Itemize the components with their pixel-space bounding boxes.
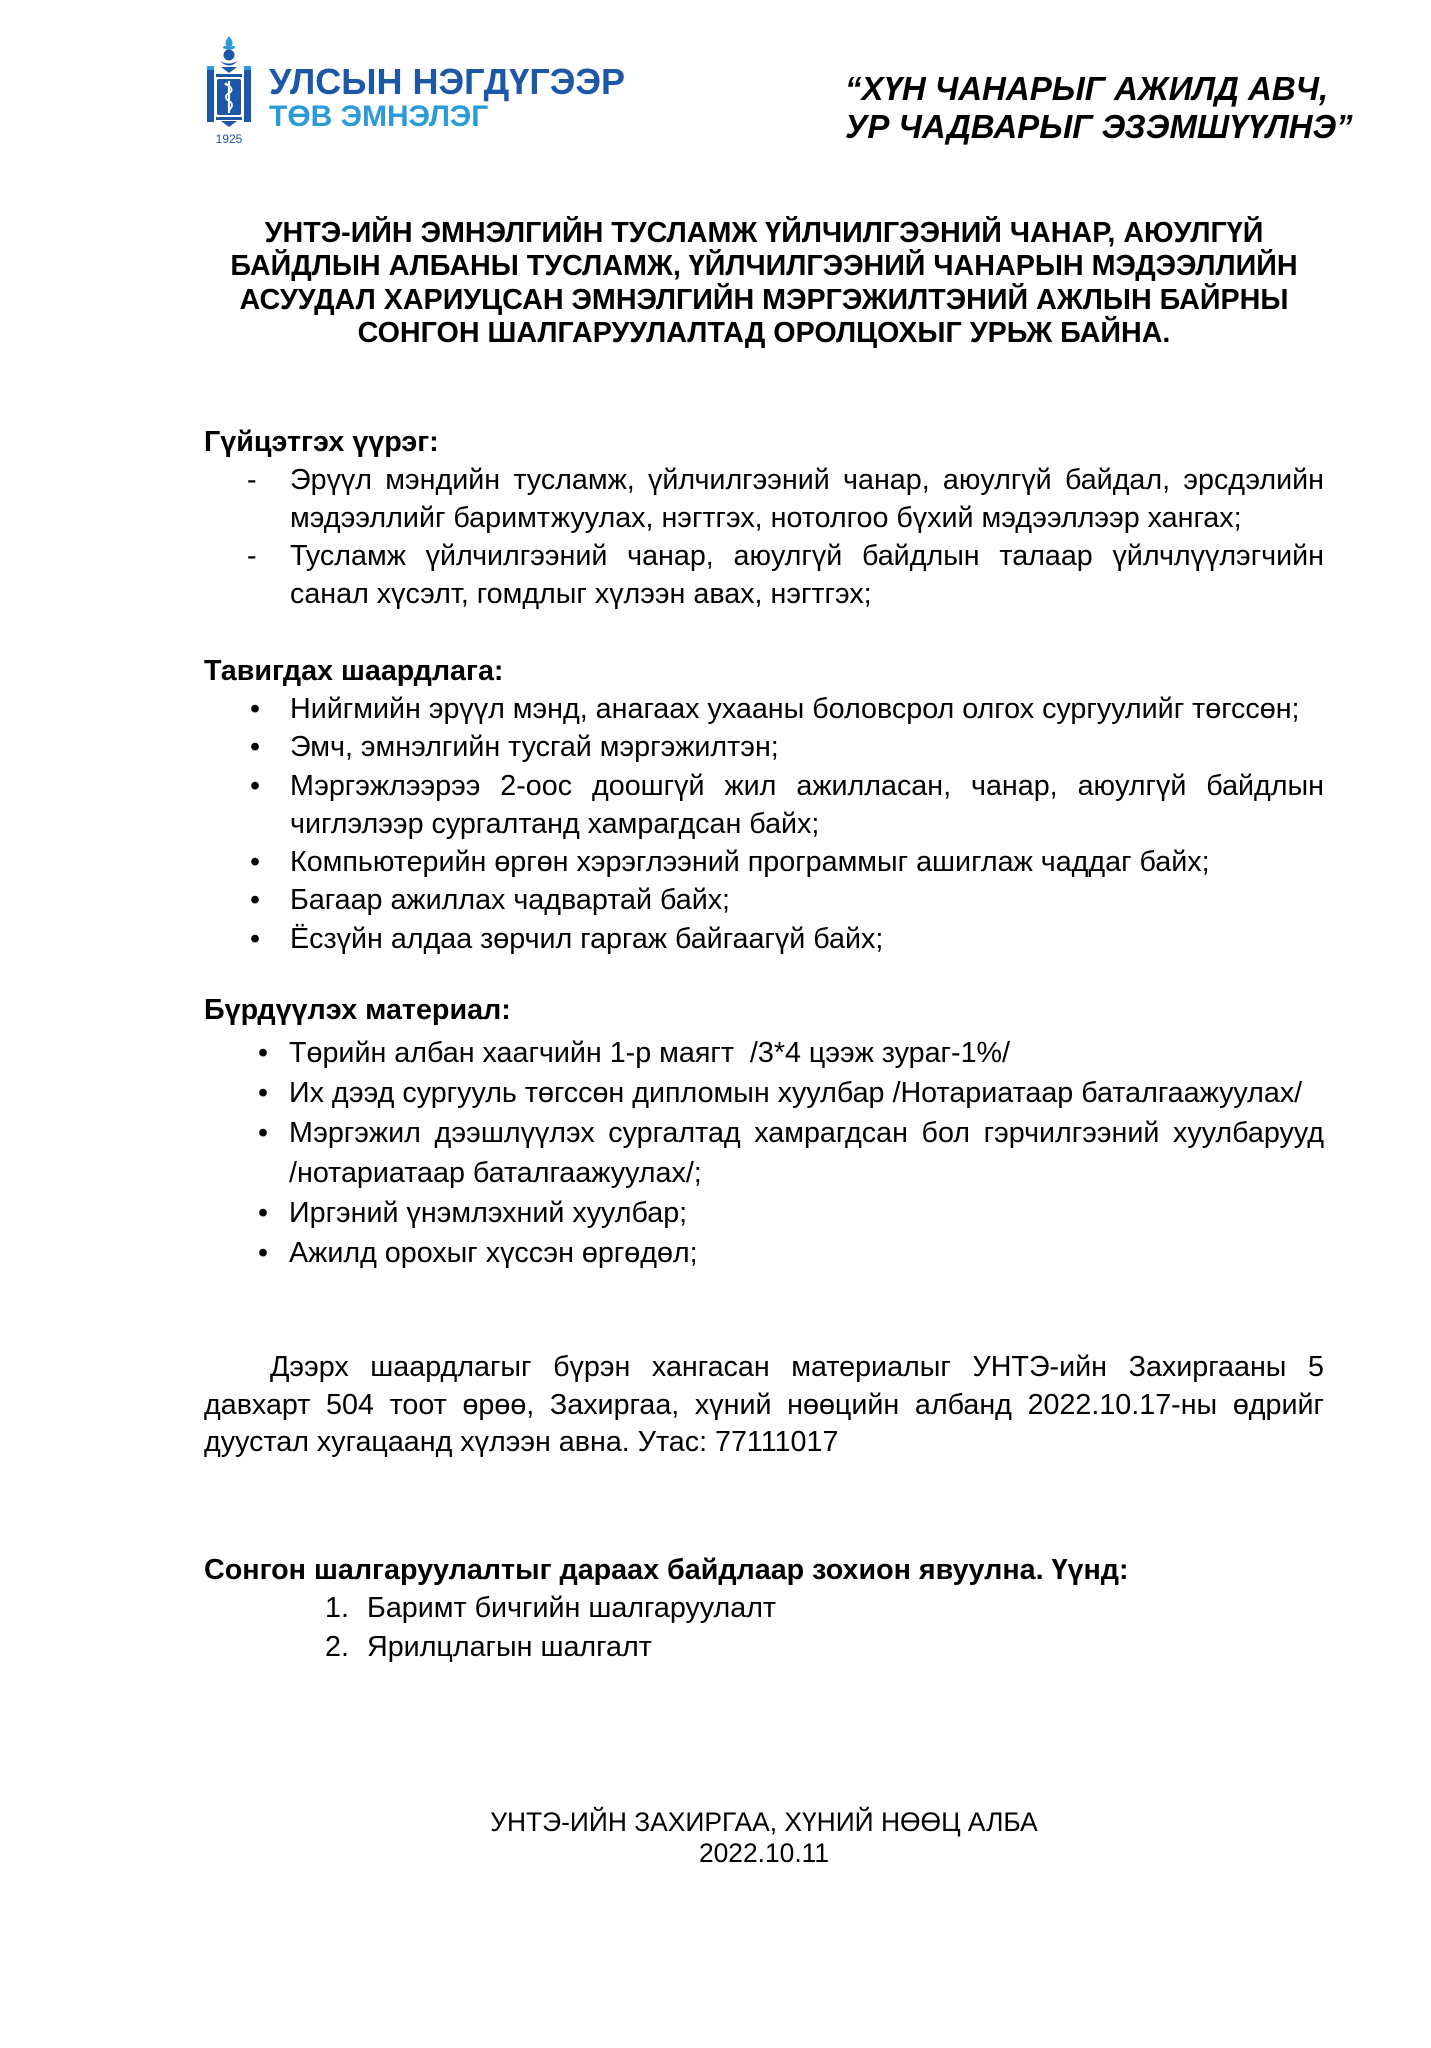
- list-item-text: [290, 920, 1324, 958]
- text-line: мэдээллийг баримтжуулах, нэгтгэх, нотолгоо бүхий мэдээллээр хангах;: [290, 502, 1242, 534]
- list-item-text: [290, 537, 1324, 613]
- dash-marker: -: [247, 540, 257, 572]
- emblem-bottom-bar: [216, 117, 242, 120]
- duties-heading: Гүйцэтгэх үүрэг:: [204, 426, 439, 458]
- list-item: [258, 1033, 1324, 1073]
- list-item-text: [289, 1073, 1324, 1113]
- list-item-text: [290, 767, 1324, 844]
- step-number: 2.: [325, 1631, 349, 1663]
- text-line: дуустал хугацаанд хүлээн авна. Утас: 77111017: [204, 1426, 839, 1458]
- text-line: Ёсзүйн алдаа зөрчил гаргаж байгаагүй байх;: [290, 922, 884, 955]
- list-item: [250, 728, 1324, 766]
- bullet-marker: •: [258, 1237, 269, 1269]
- bullet-marker: •: [250, 922, 261, 955]
- text-line: Ажилд орохыг хүссэн өргөдөл;: [289, 1237, 698, 1269]
- selection-steps-list: [325, 1589, 776, 1667]
- step-text: Ярилцлагын шалгалт: [367, 1631, 652, 1663]
- list-item: [250, 881, 1324, 919]
- soyombo-caduceus-emblem-icon: [204, 36, 254, 128]
- emblem-moon: [220, 61, 238, 66]
- text-line: санал хүсэлт, гомдлыг хүлээн авах, нэгтгэх;: [290, 578, 872, 610]
- text-line: Их дээд сургууль төгссөн дипломын хуулбар /Нотариатаар баталгаажуулах/: [289, 1077, 1303, 1109]
- list-item-text: [289, 1033, 1324, 1073]
- list-item: [325, 1628, 776, 1667]
- title-line: СОНГОН ШАЛГАРУУЛАЛТАД ОРОЛЦОХЫГ УРЬЖ БАЙНА.: [357, 317, 1171, 350]
- submission-paragraph: [204, 1349, 1324, 1462]
- bullet-marker: •: [250, 769, 261, 802]
- list-item-text: [289, 1113, 1324, 1193]
- text-line: Эрүүл мэндийн тусламж, үйлчилгээний чанар, аюулгүй байдал, эрсдэлийн: [290, 464, 1324, 496]
- list-item-text: [290, 690, 1324, 728]
- text-line: Мэргэжлээрээ 2-оос доошгүй жил ажилласан, чанар, аюулгүй байдлын: [290, 769, 1324, 802]
- hospital-name-line-1: УЛСЫН НЭГДҮГЭЭР: [269, 61, 625, 102]
- text-line: Төрийн албан хаагчийн 1-р маягт /3*4 цээж зураг-1%/: [289, 1037, 1011, 1069]
- materials-list: [258, 1033, 1324, 1273]
- list-item: [258, 1193, 1324, 1233]
- text-line: Дээрх шаардлагыг бүрэн хангасан материалыг УНТЭ-ийн Захиргааны 5: [270, 1351, 1324, 1383]
- title-line: АСУУДАЛ ХАРИУЦСАН ЭМНЭЛГИЙН МЭРГЭЖИЛТЭНИЙ АЖЛЫН БАЙРНЫ: [239, 283, 1289, 316]
- dash-marker: -: [247, 464, 257, 496]
- list-item-text: [289, 1233, 1324, 1273]
- bullet-marker: •: [250, 731, 261, 764]
- bullet-marker: •: [250, 846, 261, 879]
- step-text: Баримт бичгийн шалгаруулалт: [367, 1592, 777, 1624]
- hospital-name-line-2: ТӨВ ЭМНЭЛЭГ: [269, 100, 489, 133]
- list-item: [250, 920, 1324, 958]
- text-line: Эмч, эмнэлгийн тусгай мэргэжилтэн;: [290, 731, 779, 764]
- emblem-top-bar: [216, 74, 242, 77]
- page-footer: [204, 1807, 1324, 1869]
- emblem-flame: [223, 36, 235, 50]
- text-line: Нийгмийн эрүүл мэнд, анагаах ухааны боловсрол олгох сургуулийг төгссөн;: [290, 693, 1300, 725]
- list-item: [250, 767, 1324, 844]
- list-item: [258, 1073, 1324, 1113]
- text-line: давхарт 504 тоот өрөө, Захиргаа, хүний нөөцийн албанд 2022.10.17-ны өдрийг: [204, 1388, 1324, 1421]
- logo-founding-year: 1925: [215, 132, 243, 146]
- emblem-sun: [224, 50, 235, 61]
- emblem-graphic: [204, 36, 254, 128]
- bullet-marker: •: [250, 693, 261, 725]
- step-number: 1.: [325, 1592, 349, 1624]
- duties-list: [247, 461, 1324, 613]
- slogan-line: УР ЧАДВАРЫГ ЭЗЭМШҮҮЛНЭ”: [845, 108, 1353, 145]
- list-item-text: [289, 1193, 1324, 1233]
- title-line: БАЙДЛЫН АЛБАНЫ ТУСЛАМЖ, ҮЙЛЧИЛГЭЭНИЙ ЧАНАРЫН МЭДЭЭЛЛИЙН: [230, 250, 1298, 283]
- list-item: [325, 1589, 776, 1628]
- bullet-marker: •: [258, 1117, 269, 1149]
- footer-department: УНТЭ-ИЙН ЗАХИРГАА, ХҮНИЙ НӨӨЦ АЛБА: [490, 1807, 1038, 1837]
- list-item-text: [290, 843, 1324, 881]
- emblem-top-arrow: [221, 67, 237, 73]
- text-line: /нотариатаар баталгаажуулах/;: [289, 1157, 702, 1189]
- text-line: Тусламж үйлчилгээний чанар, аюулгүй байдлын талаар үйлчлүүлэгчийн: [290, 540, 1324, 572]
- list-item: [258, 1113, 1324, 1193]
- requirements-list: [250, 690, 1324, 958]
- list-item: [250, 690, 1324, 728]
- list-item-text: [290, 728, 1324, 766]
- bullet-marker: •: [258, 1077, 269, 1109]
- list-item-text: [290, 461, 1324, 537]
- emblem-left-accent: [207, 66, 214, 70]
- list-item: [258, 1233, 1324, 1273]
- emblem-bottom-arrow: [221, 121, 237, 127]
- text-line: Компьютерийн өргөн хэрэглээний программыг ашиглаж чаддаг байх;: [290, 846, 1210, 879]
- text-line: Мэргэжил дээшлүүлэх сургалтад хамрагдсан бол гэрчилгээний хуулбарууд: [289, 1117, 1324, 1149]
- slogan: [845, 70, 1353, 146]
- announcement-title: [204, 217, 1324, 351]
- emblem-right-pillar: [244, 66, 251, 122]
- list-item: [247, 537, 1324, 613]
- bullet-marker: •: [258, 1037, 269, 1069]
- materials-heading: Бүрдүүлэх материал:: [204, 994, 511, 1026]
- bullet-marker: •: [258, 1197, 269, 1229]
- list-item: [247, 461, 1324, 537]
- selection-heading: Сонгон шалгаруулалтыг дараах байдлаар зохион явуулна. Үүнд:: [204, 1554, 1129, 1586]
- slogan-line: “ХҮН ЧАНАРЫГ АЖИЛД АВЧ,: [845, 70, 1329, 107]
- bullet-marker: •: [250, 884, 261, 917]
- text-line: чиглэлээр сургалтанд хамрагдсан байх;: [290, 807, 820, 840]
- requirements-heading: Тавигдах шаардлага:: [204, 655, 504, 687]
- emblem-left-pillar: [207, 66, 214, 122]
- emblem-snake-head: [225, 83, 228, 86]
- emblem-right-accent: [244, 66, 251, 70]
- text-line: Багаар ажиллах чадвартай байх;: [290, 884, 731, 917]
- list-item: [250, 843, 1324, 881]
- title-line: УНТЭ-ИЙН ЭМНЭЛГИЙН ТУСЛАМЖ ҮЙЛЧИЛГЭЭНИЙ ЧАНАР, АЮУЛГҮЙ: [264, 217, 1264, 249]
- footer-date: 2022.10.11: [698, 1838, 830, 1868]
- text-line: Иргэний үнэмлэхний хуулбар;: [289, 1197, 688, 1229]
- list-item-text: [290, 881, 1324, 919]
